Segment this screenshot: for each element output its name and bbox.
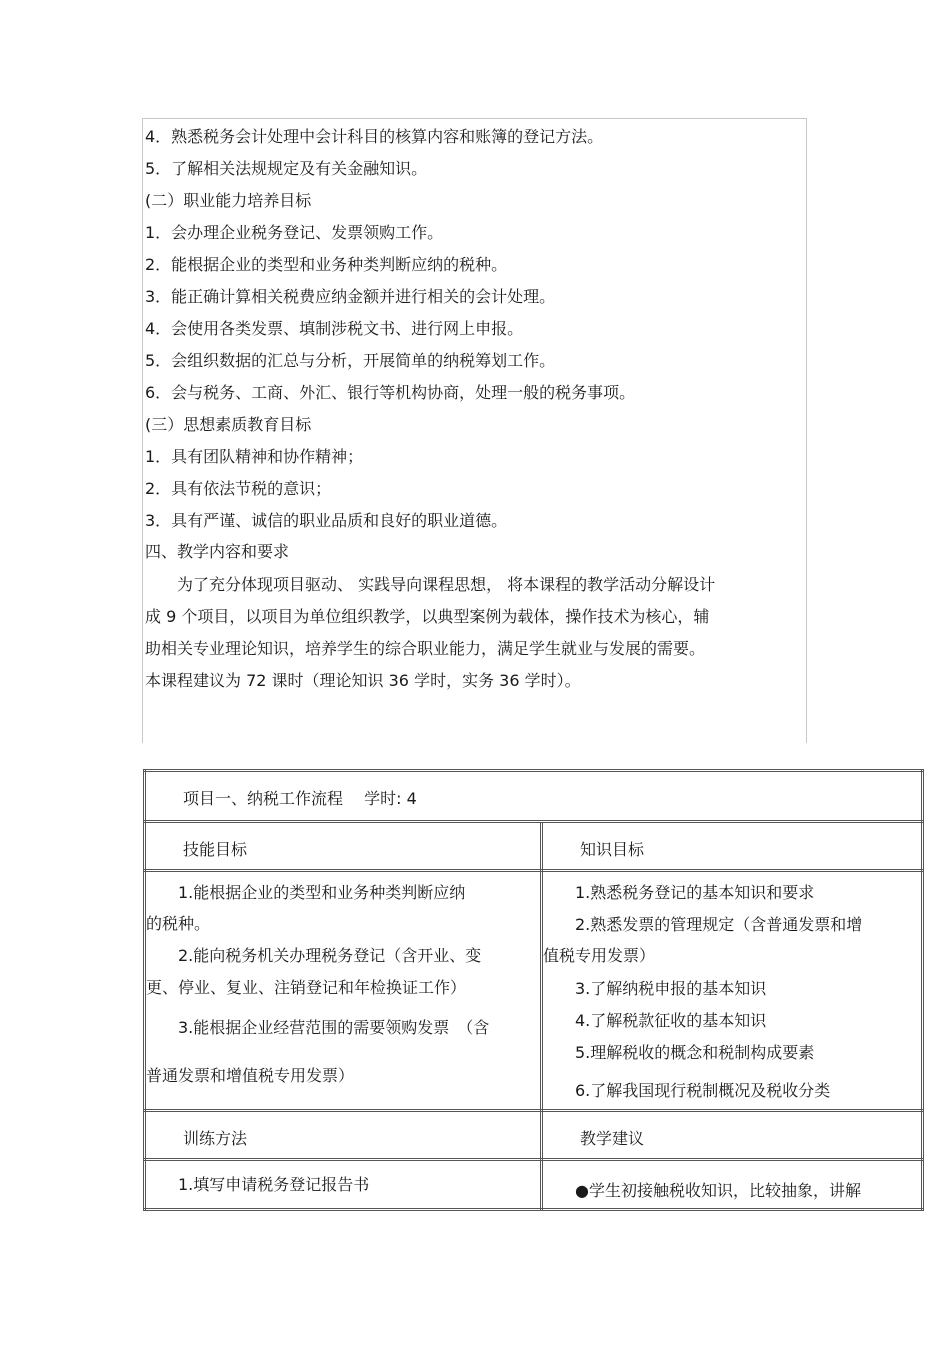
text-line: 4．会使用各类发票、填制涉税文书、进行网上申报。 — [145, 319, 524, 338]
paragraph-line: 成 9 个项目，以项目为单位组织教学，以典型案例为载体，操作技术为核心，辅 — [145, 607, 710, 626]
knowledge-content-cell — [542, 871, 923, 1111]
training-content-cell — [145, 1160, 542, 1210]
text-line: 5．了解相关法规规定及有关金融知识。 — [145, 159, 428, 178]
teaching-content-cell — [542, 1160, 923, 1210]
knowledge-header-cell — [542, 822, 923, 871]
text-line: 3．具有严谨、诚信的职业品质和良好的职业道德。 — [145, 511, 508, 530]
skill-header: 技能目标 — [183, 840, 248, 859]
project-table — [143, 769, 924, 1211]
project-title-cell — [145, 771, 923, 822]
knowledge-line: 3.了解纳税申报的基本知识 — [543, 979, 767, 998]
text-line: 3．能正确计算相关税费应纳金额并进行相关的会计处理。 — [145, 287, 556, 306]
paragraph-line: 为了充分体现项目驱动、 实践导向课程思想， 将本课程的教学活动分解设计 — [145, 575, 716, 594]
paragraph-line: 本课程建议为 72 课时（理论知识 36 学时，实务 36 学时）。 — [145, 671, 581, 690]
chapter-heading: 四、教学内容和要求 — [145, 542, 290, 561]
knowledge-line: 2.熟悉发票的管理规定（含普通发票和增 — [543, 915, 863, 934]
knowledge-header: 知识目标 — [580, 840, 645, 859]
knowledge-line: 5.理解税收的概念和税制构成要素 — [543, 1043, 815, 1062]
knowledge-line: 6.了解我国现行税制概况及税收分类 — [543, 1081, 831, 1100]
project-title: 项目一、纳税工作流程 学时: 4 — [183, 789, 417, 808]
skill-line: 3.能根据企业经营范围的需要领购发票 （含 — [146, 1018, 490, 1037]
skill-line: 更、停业、复业、注销登记和年检换证工作） — [146, 978, 467, 997]
knowledge-line: 4.了解税款征收的基本知识 — [543, 1011, 767, 1030]
skill-line: 1.能根据企业的类型和业务种类判断应纳 — [146, 883, 466, 902]
text-line: 2．能根据企业的类型和业务种类判断应纳的税种。 — [145, 255, 508, 274]
paragraph-line: 助相关专业理论知识，培养学生的综合职业能力，满足学生就业与发展的需要。 — [145, 639, 706, 658]
text-line: 1．会办理企业税务登记、发票领购工作。 — [145, 223, 444, 242]
text-line: 2．具有依法节税的意识； — [145, 479, 332, 498]
skill-line: 的税种。 — [146, 914, 211, 933]
skill-line: 2.能向税务机关办理税务登记（含开业、变 — [146, 946, 482, 965]
teaching-header-cell — [542, 1111, 923, 1160]
section-heading: (三）思想素质教育目标 — [145, 415, 312, 434]
teaching-line: ●学生初接触税收知识，比较抽象，讲解 — [543, 1181, 861, 1200]
skill-header-cell — [145, 822, 542, 871]
knowledge-line: 值税专用发票） — [543, 946, 656, 965]
text-line: 4．熟悉税务会计处理中会计科目的核算内容和账簿的登记方法。 — [145, 127, 604, 146]
skill-content-cell — [145, 871, 542, 1111]
text-line: 5．会组织数据的汇总与分析，开展简单的纳税筹划工作。 — [145, 351, 556, 370]
training-header: 训练方法 — [183, 1129, 248, 1148]
text-line: 6．会与税务、工商、外汇、银行等机构协商，处理一般的税务事项。 — [145, 383, 636, 402]
training-header-cell — [145, 1111, 542, 1160]
text-line: 1．具有团队精神和协作精神； — [145, 447, 364, 466]
section-heading: (二）职业能力培养目标 — [145, 191, 312, 210]
training-line: 1.填写申请税务登记报告书 — [146, 1175, 370, 1194]
knowledge-line: 1.熟悉税务登记的基本知识和要求 — [543, 883, 815, 902]
skill-line: 普通发票和增值税专用发票） — [146, 1066, 355, 1085]
teaching-header: 教学建议 — [580, 1129, 645, 1148]
